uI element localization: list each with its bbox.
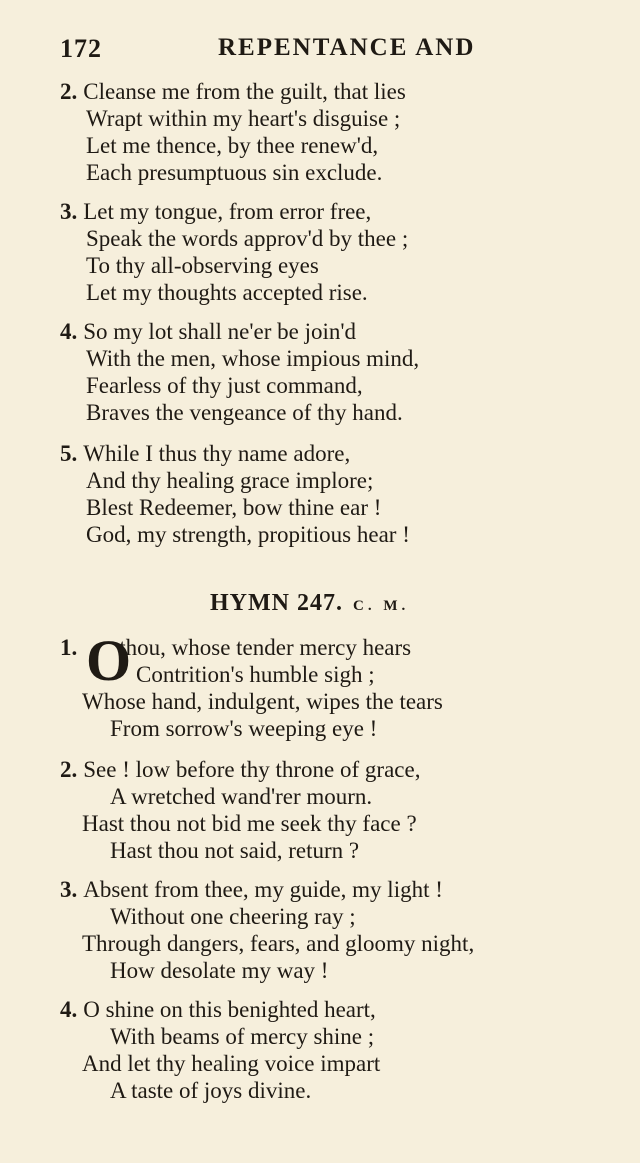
- verse-line: Fearless of thy just command,: [86, 373, 363, 398]
- drop-cap: O: [86, 628, 132, 693]
- verse-line: Through dangers, fears, and gloomy night,: [82, 931, 475, 956]
- verse-line: With beams of mercy shine ;: [110, 1024, 375, 1049]
- verse-line: Cleanse me from the guilt, that lies: [83, 79, 406, 104]
- page-number: 172: [60, 34, 102, 63]
- hymn-title: [210, 590, 409, 617]
- stanza-number: 4.: [60, 997, 78, 1022]
- stanza-number: 1.: [60, 635, 78, 660]
- verse-line: From sorrow's weeping eye !: [110, 716, 378, 741]
- verse-line: God, my strength, propitious hear !: [86, 522, 410, 547]
- verse-line: O shine on this benighted heart,: [83, 997, 376, 1022]
- verse-line: Braves the vengeance of thy hand.: [86, 400, 403, 425]
- verse-line: How desolate my way !: [110, 958, 329, 983]
- hymn-stanza-4: [60, 996, 620, 1104]
- stanza-number: 2.: [60, 757, 78, 782]
- stanza-number: 2.: [60, 79, 78, 104]
- stanza-number: 3.: [60, 199, 78, 224]
- verse-line: And thy healing grace implore;: [86, 468, 374, 493]
- verse-line: A taste of joys divine.: [110, 1078, 312, 1103]
- verse-line: Each presumptuous sin exclude.: [86, 160, 383, 185]
- stanza-4-prev: [60, 318, 620, 426]
- stanza-3-prev: [60, 198, 620, 306]
- verse-line: To thy all-observing eyes: [86, 253, 319, 278]
- hymn-meter: C. M.: [352, 598, 410, 614]
- verse-line: Let my tongue, from error free,: [83, 199, 372, 224]
- verse-line: Absent from thee, my guide, my light !: [83, 877, 443, 902]
- verse-line: thou, whose tender mercy hears: [119, 635, 412, 660]
- hymn-stanza-2: [60, 756, 620, 864]
- verse-line: And let thy healing voice impart: [82, 1051, 381, 1076]
- verse-line: Wrapt within my heart's disguise ;: [86, 106, 401, 131]
- verse-line: A wretched wand'rer mourn.: [110, 784, 373, 809]
- verse-line: With the men, whose impious mind,: [86, 346, 420, 371]
- verse-line: Speak the words approv'd by thee ;: [86, 226, 409, 251]
- stanza-5-prev: [60, 440, 620, 548]
- stanza-number: 4.: [60, 319, 78, 344]
- stanza-2-prev: [60, 78, 620, 186]
- stanza-number: 5.: [60, 441, 78, 466]
- hymn-stanza-1: [60, 628, 620, 742]
- stanza-number: 3.: [60, 877, 78, 902]
- hymn-stanza-3: [60, 876, 620, 984]
- verse-line: Contrition's humble sigh ;: [136, 662, 375, 687]
- hymn-number: HYMN 247.: [210, 590, 343, 616]
- verse-line: Blest Redeemer, bow thine ear !: [86, 495, 382, 520]
- page-header: [60, 34, 500, 64]
- verse-line: See ! low before thy throne of grace,: [83, 757, 421, 782]
- verse-line: While I thus thy name adore,: [83, 441, 351, 466]
- verse-line: Without one cheering ray ;: [110, 904, 356, 929]
- verse-line: Hast thou not bid me seek thy face ?: [82, 811, 417, 836]
- verse-line: Hast thou not said, return ?: [110, 838, 360, 863]
- verse-line: Let my thoughts accepted rise.: [86, 280, 368, 305]
- verse-line: So my lot shall ne'er be join'd: [83, 319, 357, 344]
- verse-line: Whose hand, indulgent, wipes the tears: [82, 689, 443, 714]
- running-head: REPENTANCE AND: [218, 34, 476, 61]
- verse-line: Let me thence, by thee renew'd,: [86, 133, 379, 158]
